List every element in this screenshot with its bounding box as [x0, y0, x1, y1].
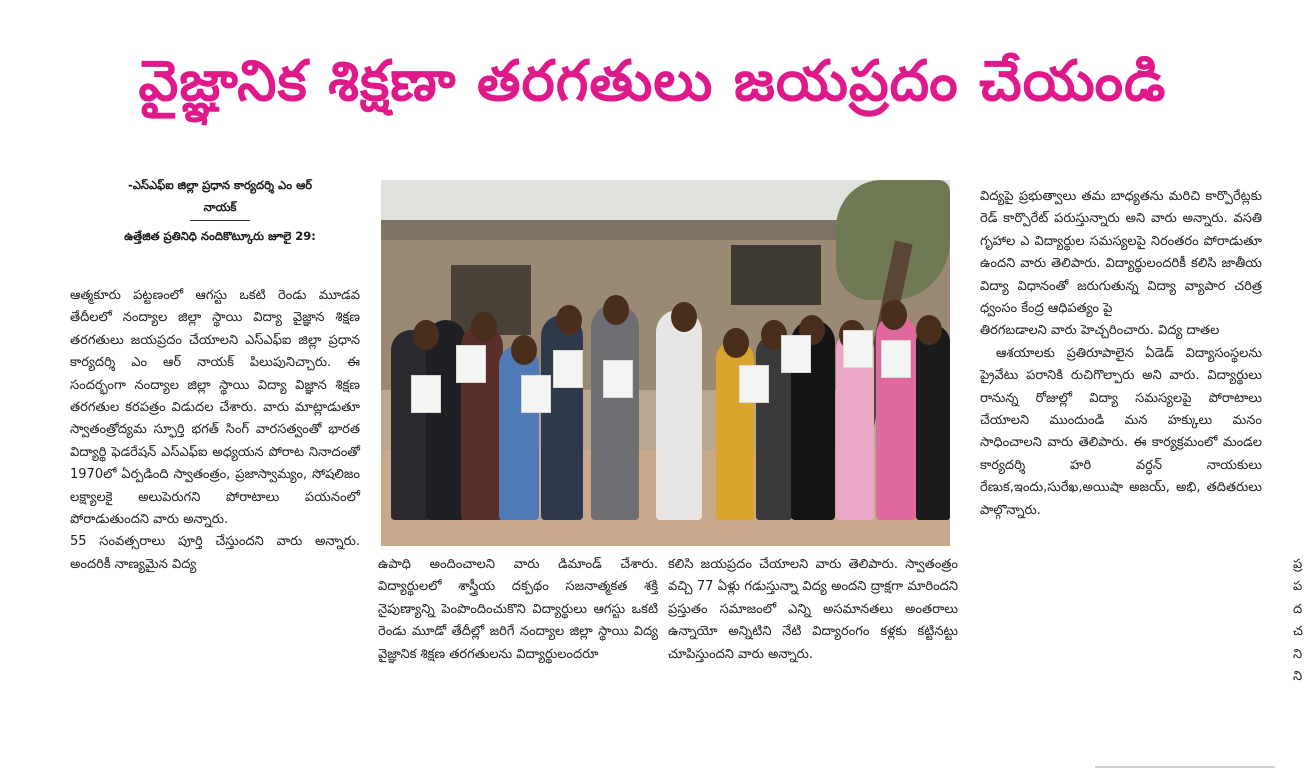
dateline: ఉత్తేజిత ప్రతినిధి నందికొట్కూరు జూలై 29:	[124, 229, 316, 243]
photo-pamphlet	[553, 350, 583, 388]
photo-pamphlet	[456, 345, 486, 383]
photo-crowd	[381, 280, 950, 520]
column-2-paragraph: ఉపాధి అందించాలని వారు డిమాండ్ చేశారు. విద్యార్థులలో శాస్త్రీయ దక్పథం సజనాత్మకత శక్తి నైపుణ్యాన్ని పెంపొందించుకొని విద్యార్థులు ఆగస్టు ఒకటి రెండు మూడో తేదీల్లో జరిగే నంద్యాల జిల్లా స్థాయి విద్య వైజ్ఞానిక శిక్షణ తరగతులను విద్యార్థులందరూ	[378, 557, 658, 662]
photo-person	[916, 325, 950, 520]
column-1-paragraph-2: 55 సంవత్సరాలు పూర్తి చేస్తుందని వారు అన్నారు. అందరికీ నాణ్యమైన విద్య	[70, 534, 360, 572]
photo-head	[603, 295, 629, 325]
photo-pamphlet	[603, 360, 633, 398]
column-1	[70, 285, 360, 576]
column-1-paragraph-1: ఆత్మకూరు పట్టణంలో ఆగస్టు ఒకటి రెండు మూడవ తేదీలలో నంద్యాల జిల్లా స్థాయి విద్యా వైజ్ఞాన శిక్షణ తరగతులు జయప్రదం చేయాలని ఎస్ఎఫ్ఐ జిల్లా ప్రధాన కార్యదర్శి ఎం ఆర్ నాయక్ పిలుపునిచ్చారు. ఈ సందర్భంగా నంద్యాల జిల్లా స్థాయి విద్యా విజ్ఞాన శిక్షణ తరగతుల కరపత్రం విడుదల చేశారు. వారు మాట్లాడుతూ స్వాతంత్రోద్యమ స్ఫూర్తి భగత్ సింగ్ వారసత్వంతో భారత విద్యార్థి ఫెడరేషన్ ఎస్ఎఫ్ఐ అధ్యయన పోరాట నినాదంతో 1970లో ఏర్పడింది స్వాతంత్రం, ప్రజాస్వామ్యం, సోషలిజం లక్ష్యాలకై అలుపెరుగని పోరాటాలు పయనంలో పోరాడుతుందని వారు అన్నారు.	[70, 288, 360, 528]
byline-line2: నాయక్	[203, 200, 237, 214]
column-5-cut-off: ప్ర ప ద చ ని ని	[1293, 557, 1303, 685]
photo-head	[881, 300, 907, 330]
byline-rule	[190, 220, 250, 221]
photo-person	[541, 315, 583, 520]
photo-pamphlet	[781, 335, 811, 373]
column-4	[980, 186, 1262, 522]
column-2	[378, 554, 658, 666]
photo-head	[556, 305, 582, 335]
photo-pamphlet	[521, 375, 551, 413]
photo-head	[471, 312, 497, 342]
photo-head	[723, 328, 749, 358]
byline-line1: -ఎస్ఎఫ్ఐ జిల్లా ప్రధాన కార్యదర్శి ఎం ఆర్	[127, 178, 313, 192]
column-3	[668, 554, 958, 666]
photo-pamphlet	[881, 340, 911, 378]
column-4-paragraph-1: విద్యపై ప్రభుత్వాలు తమ బాధ్యతను మరిచి కార్పొరేట్లకు రెడ్ కార్పొరేట్ పరుస్తున్నారు అని వారు అన్నారు. వసతి గృహాల ఎ విద్యార్థుల సమస్యలపై నిరంతరం పోరాడుతూ ఉందని వారు తెలిపారు. విద్యార్థులందరికీ కలిసి జాతీయ విద్యా విధానంతో జరుగుతున్న విద్యా వ్యాపార చరిత్ర ధ్వంసం కేంద్ర ఆధిపత్యం పై	[980, 189, 1262, 317]
photo-person	[499, 345, 539, 520]
photo-head	[511, 335, 537, 365]
photo-pamphlet	[411, 375, 441, 413]
page-bottom-rule	[1095, 766, 1275, 768]
photo-head	[413, 320, 439, 350]
photo-person	[391, 330, 431, 520]
headline: వైజ్ఞానిక శిక్షణా తరగతులు జయప్రదం చేయండి	[138, 49, 1167, 114]
photo-person	[656, 310, 702, 520]
photo-head	[916, 315, 942, 345]
byline	[70, 174, 370, 247]
article-photo	[381, 180, 950, 546]
photo-pamphlet	[739, 365, 769, 403]
column-3-paragraph: కలిసి జయప్రదం చేయాలని వారు తెలిపారు. స్వాతంత్రం వచ్చి 77 ఏళ్లు గడుస్తున్నా విద్య అందని ద్రాక్షగా మారిందని ప్రస్తుతం సమాజంలో ఎన్ని అసమానతలు అంతరాలు ఉన్నాయో అన్నిటిని నేటి విద్యారంగం కళ్లకు కట్టినట్టు చూపిస్తుందని వారు అన్నారు.	[668, 557, 958, 662]
column-4-paragraph-2: తిరగబడాలని వారు హెచ్చరించారు. విద్య దాతల	[980, 323, 1220, 339]
column-4-paragraph-3: ఆశయాలకు ప్రతిరూపాలైన ఏడెడ్ విద్యాసంస్థలను ప్రైవేటు పరానికి రుచిగొల్పారు అని వారు. విద్యార్థులు రానున్న రోజుల్లో విద్యా సమస్యలపై పోరాటాలు చేయాలని ముందుండి మన హక్కులు మనం సాధించాలని వారు తెలిపారు. ఈ కార్యక్రమంలో మండల కార్యదర్శి హరి వర్ధన్ నాయకులు రేణుక,ఇందు,సురేఖ,అయిషా అజయ్, అభి, తదితరులు పాల్గొన్నారు.	[980, 345, 1262, 518]
photo-person	[591, 305, 639, 520]
photo-pamphlet	[843, 330, 873, 368]
photo-head	[671, 302, 697, 332]
